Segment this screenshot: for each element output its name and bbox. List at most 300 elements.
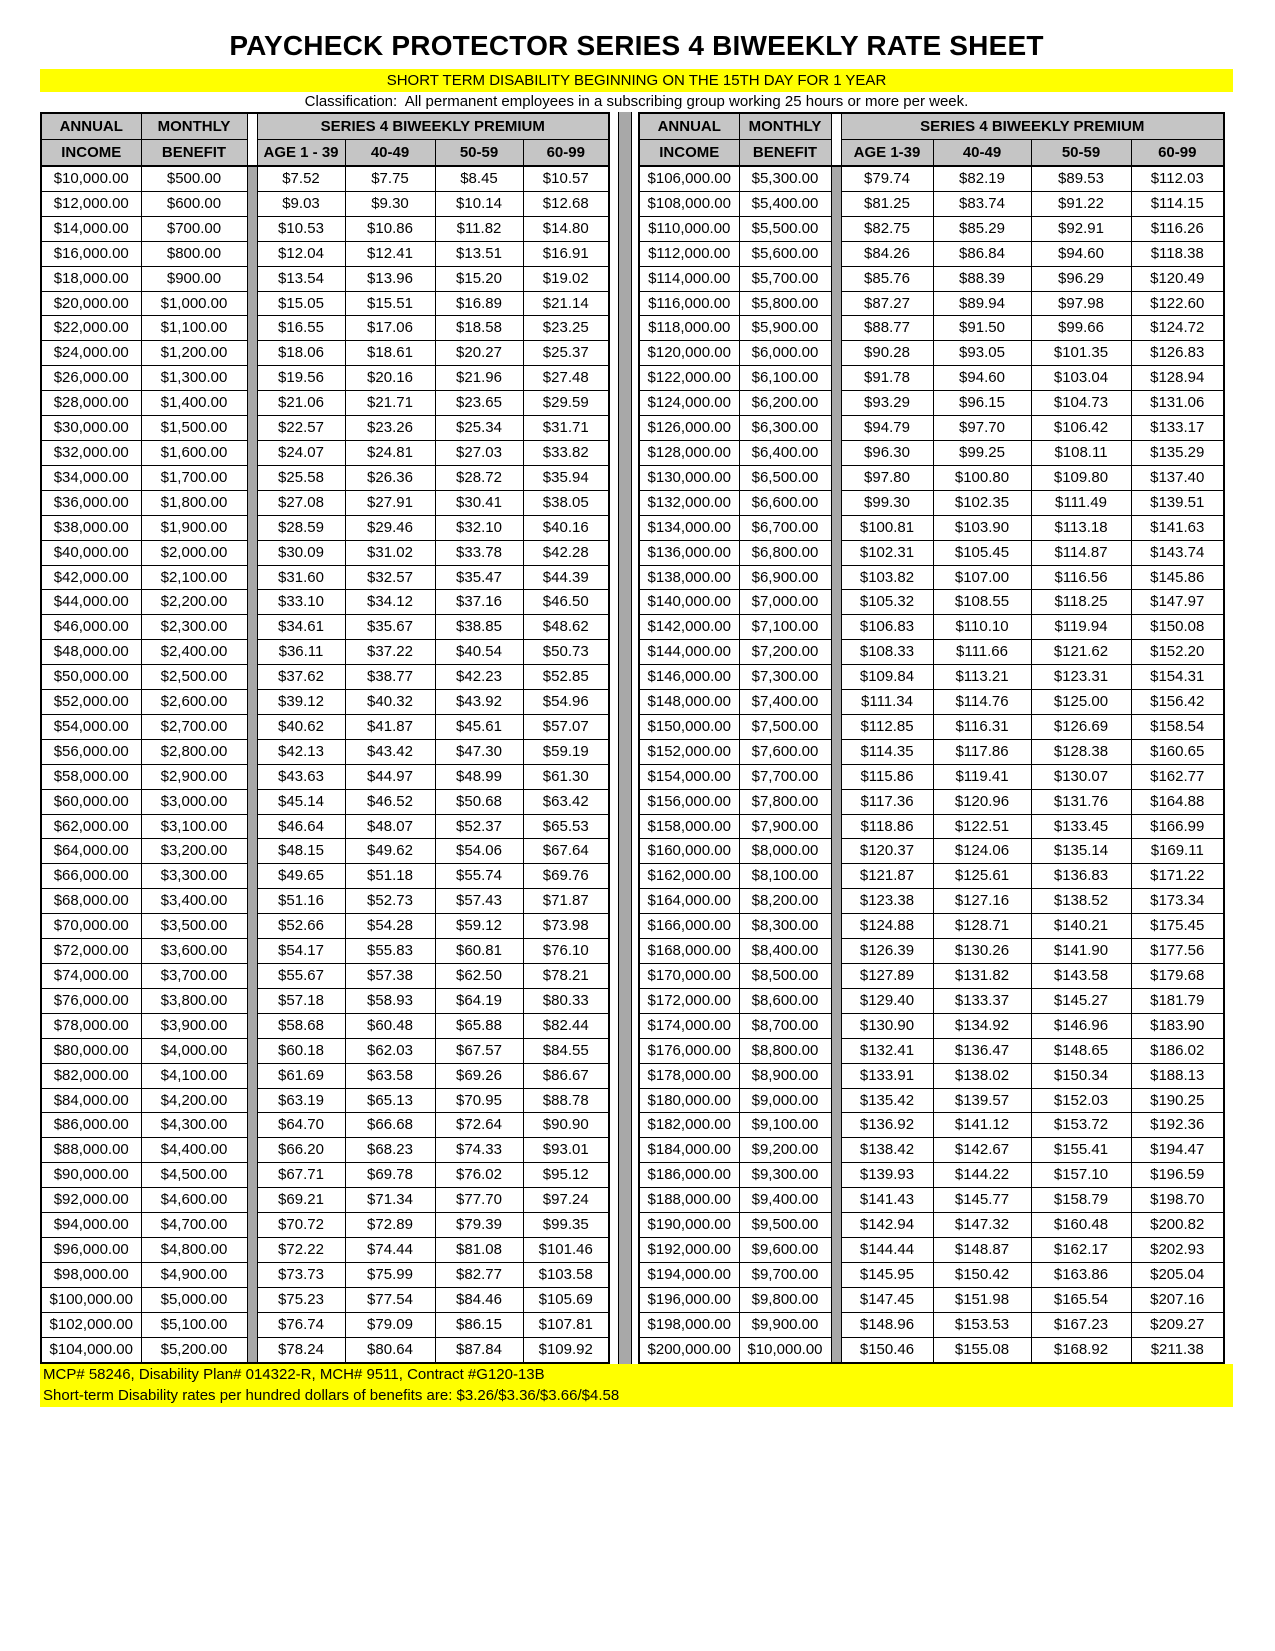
- premium-60-99-cell: $12.68: [523, 191, 609, 216]
- monthly-benefit-cell: $3,800.00: [141, 988, 247, 1013]
- premium-age-1-39-cell: $33.10: [257, 590, 345, 615]
- column-divider: [831, 241, 841, 266]
- monthly-benefit-cell: $1,900.00: [141, 515, 247, 540]
- premium-40-49-cell: $72.89: [345, 1213, 435, 1238]
- column-divider: [831, 1038, 841, 1063]
- premium-40-49-cell: $105.45: [933, 540, 1031, 565]
- table-row: [639, 714, 1224, 739]
- premium-50-59-cell: $69.26: [435, 1063, 523, 1088]
- column-divider: [247, 1188, 257, 1213]
- premium-40-49-cell: $43.42: [345, 739, 435, 764]
- premium-40-49-cell: $32.57: [345, 565, 435, 590]
- monthly-benefit-cell: $5,400.00: [739, 191, 831, 216]
- column-divider: [247, 764, 257, 789]
- table-row: [639, 839, 1224, 864]
- premium-60-99-cell: $76.10: [523, 939, 609, 964]
- monthly-benefit-cell: $7,200.00: [739, 640, 831, 665]
- premium-50-59-cell: $152.03: [1031, 1088, 1131, 1113]
- premium-50-59-cell: $113.18: [1031, 515, 1131, 540]
- premium-60-99-cell: $31.71: [523, 416, 609, 441]
- premium-40-49-cell: $9.30: [345, 191, 435, 216]
- monthly-benefit-cell: $9,300.00: [739, 1163, 831, 1188]
- premium-age-1-39-cell: $28.59: [257, 515, 345, 540]
- premium-40-49-cell: $34.12: [345, 590, 435, 615]
- table-row: [639, 789, 1224, 814]
- annual-income-cell: $108,000.00: [639, 191, 739, 216]
- annual-income-cell: $192,000.00: [639, 1237, 739, 1262]
- annual-income-cell: $94,000.00: [41, 1213, 141, 1238]
- annual-income-cell: $158,000.00: [639, 814, 739, 839]
- premium-age-1-39-cell: $124.88: [841, 914, 933, 939]
- annual-income-cell: $128,000.00: [639, 440, 739, 465]
- premium-60-99-cell: $183.90: [1131, 1013, 1224, 1038]
- premium-50-59-cell: $92.91: [1031, 216, 1131, 241]
- column-divider: [247, 590, 257, 615]
- annual-income-cell: $58,000.00: [41, 764, 141, 789]
- age-40-49-header: 40-49: [933, 140, 1031, 167]
- table-row: [41, 341, 609, 366]
- table-row: [41, 216, 609, 241]
- premium-40-49-cell: $86.84: [933, 241, 1031, 266]
- premium-40-49-cell: $102.35: [933, 490, 1031, 515]
- table-row: [41, 964, 609, 989]
- premium-40-49-cell: $100.80: [933, 465, 1031, 490]
- column-divider: [831, 440, 841, 465]
- monthly-benefit-cell: $2,000.00: [141, 540, 247, 565]
- annual-income-cell: $54,000.00: [41, 714, 141, 739]
- monthly-benefit-cell: $4,700.00: [141, 1213, 247, 1238]
- premium-60-99-cell: $27.48: [523, 366, 609, 391]
- table-row: [41, 291, 609, 316]
- premium-age-1-39-cell: $120.37: [841, 839, 933, 864]
- monthly-benefit-cell: $500.00: [141, 166, 247, 191]
- monthly-benefit-cell: $7,400.00: [739, 690, 831, 715]
- premium-50-59-cell: $15.20: [435, 266, 523, 291]
- premium-age-1-39-cell: $102.31: [841, 540, 933, 565]
- column-divider: [831, 166, 841, 191]
- column-divider: [831, 1063, 841, 1088]
- monthly-benefit-cell: $9,400.00: [739, 1188, 831, 1213]
- premium-50-59-cell: $96.29: [1031, 266, 1131, 291]
- premium-60-99-cell: $198.70: [1131, 1188, 1224, 1213]
- premium-50-59-cell: $21.96: [435, 366, 523, 391]
- premium-age-1-39-cell: $69.21: [257, 1188, 345, 1213]
- annual-income-cell: $20,000.00: [41, 291, 141, 316]
- annual-income-cell: $136,000.00: [639, 540, 739, 565]
- premium-60-99-cell: $48.62: [523, 615, 609, 640]
- age-50-59-header: 50-59: [1031, 140, 1131, 167]
- monthly-benefit-cell: $8,800.00: [739, 1038, 831, 1063]
- annual-income-cell: $18,000.00: [41, 266, 141, 291]
- premium-40-49-cell: $55.83: [345, 939, 435, 964]
- table-row: [639, 615, 1224, 640]
- column-divider: [831, 490, 841, 515]
- premium-50-59-cell: $25.34: [435, 416, 523, 441]
- annual-income-cell: $154,000.00: [639, 764, 739, 789]
- monthly-benefit-cell: $3,400.00: [141, 889, 247, 914]
- column-divider: [831, 814, 841, 839]
- monthly-benefit-cell: $4,900.00: [141, 1262, 247, 1287]
- monthly-benefit-cell: $3,200.00: [141, 839, 247, 864]
- premium-age-1-39-cell: $138.42: [841, 1138, 933, 1163]
- annual-income-cell: $184,000.00: [639, 1138, 739, 1163]
- header-row: [41, 113, 609, 140]
- column-divider: [247, 515, 257, 540]
- table-row: [41, 366, 609, 391]
- monthly-benefit-cell: $9,600.00: [739, 1237, 831, 1262]
- monthly-benefit-cell: $2,500.00: [141, 665, 247, 690]
- column-divider: [831, 391, 841, 416]
- monthly-benefit-cell: $1,000.00: [141, 291, 247, 316]
- table-row: [41, 839, 609, 864]
- premium-60-99-cell: $109.92: [523, 1337, 609, 1362]
- monthly-benefit-cell: $8,900.00: [739, 1063, 831, 1088]
- premium-age-1-39-cell: $139.93: [841, 1163, 933, 1188]
- premium-50-59-cell: $158.79: [1031, 1188, 1131, 1213]
- premium-40-49-cell: $108.55: [933, 590, 1031, 615]
- premium-50-59-cell: $135.14: [1031, 839, 1131, 864]
- table-row: [41, 789, 609, 814]
- monthly-benefit-cell: $3,900.00: [141, 1013, 247, 1038]
- premium-50-59-cell: $52.37: [435, 814, 523, 839]
- premium-40-49-cell: $63.58: [345, 1063, 435, 1088]
- premium-age-1-39-cell: $90.28: [841, 341, 933, 366]
- premium-60-99-cell: $135.29: [1131, 440, 1224, 465]
- annual-income-cell: $66,000.00: [41, 864, 141, 889]
- column-divider: [831, 839, 841, 864]
- premium-header: SERIES 4 BIWEEKLY PREMIUM: [257, 113, 609, 140]
- premium-40-49-cell: $142.67: [933, 1138, 1031, 1163]
- monthly-benefit-cell: $6,700.00: [739, 515, 831, 540]
- premium-50-59-cell: $77.70: [435, 1188, 523, 1213]
- premium-60-99-cell: $52.85: [523, 665, 609, 690]
- monthly-benefit-cell: $8,100.00: [739, 864, 831, 889]
- premium-60-99-cell: $143.74: [1131, 540, 1224, 565]
- premium-age-1-39-cell: $105.32: [841, 590, 933, 615]
- premium-50-59-cell: $57.43: [435, 889, 523, 914]
- table-row: [639, 739, 1224, 764]
- premium-50-59-cell: $32.10: [435, 515, 523, 540]
- column-divider: [247, 690, 257, 715]
- column-divider: [247, 1113, 257, 1138]
- annual-income-cell: $38,000.00: [41, 515, 141, 540]
- annual-income-cell: $156,000.00: [639, 789, 739, 814]
- subtitle-banner: SHORT TERM DISABILITY BEGINNING ON THE 15TH DAY FOR 1 YEAR: [40, 69, 1233, 92]
- premium-40-49-cell: $41.87: [345, 714, 435, 739]
- premium-50-59-cell: $163.86: [1031, 1262, 1131, 1287]
- monthly-benefit-cell: $5,100.00: [141, 1312, 247, 1337]
- premium-age-1-39-cell: $106.83: [841, 615, 933, 640]
- monthly-benefit-cell: $5,700.00: [739, 266, 831, 291]
- monthly-benefit-cell: $5,000.00: [141, 1287, 247, 1312]
- premium-age-1-39-cell: $34.61: [257, 615, 345, 640]
- column-divider: [247, 814, 257, 839]
- premium-40-49-cell: $29.46: [345, 515, 435, 540]
- column-divider: [247, 739, 257, 764]
- column-divider: [247, 1213, 257, 1238]
- premium-60-99-cell: $131.06: [1131, 391, 1224, 416]
- annual-income-cell: $160,000.00: [639, 839, 739, 864]
- premium-60-99-cell: $40.16: [523, 515, 609, 540]
- premium-age-1-39-cell: $127.89: [841, 964, 933, 989]
- premium-40-49-cell: $44.97: [345, 764, 435, 789]
- table-row: [639, 988, 1224, 1013]
- premium-50-59-cell: $10.14: [435, 191, 523, 216]
- premium-40-49-cell: $65.13: [345, 1088, 435, 1113]
- premium-age-1-39-cell: $37.62: [257, 665, 345, 690]
- annual-income-cell: $74,000.00: [41, 964, 141, 989]
- premium-age-1-39-cell: $75.23: [257, 1287, 345, 1312]
- premium-60-99-cell: $141.63: [1131, 515, 1224, 540]
- table-row: [639, 1312, 1224, 1337]
- premium-40-49-cell: $77.54: [345, 1287, 435, 1312]
- premium-40-49-cell: $58.93: [345, 988, 435, 1013]
- column-divider: [831, 590, 841, 615]
- column-divider: [247, 1163, 257, 1188]
- annual-income-cell: $138,000.00: [639, 565, 739, 590]
- annual-income-cell: $42,000.00: [41, 565, 141, 590]
- monthly-benefit-cell: $5,200.00: [141, 1337, 247, 1362]
- column-divider: [831, 1188, 841, 1213]
- column-divider: [247, 140, 257, 167]
- annual-income-cell: $12,000.00: [41, 191, 141, 216]
- premium-age-1-39-cell: $27.08: [257, 490, 345, 515]
- monthly-benefit-cell: $6,600.00: [739, 490, 831, 515]
- table-row: [41, 191, 609, 216]
- table-row: [639, 1287, 1224, 1312]
- annual-income-cell: $100,000.00: [41, 1287, 141, 1312]
- annual-income-cell: $130,000.00: [639, 465, 739, 490]
- monthly-benefit-cell: $7,700.00: [739, 764, 831, 789]
- premium-40-49-cell: $103.90: [933, 515, 1031, 540]
- column-divider: [831, 266, 841, 291]
- table-row: [41, 540, 609, 565]
- premium-50-59-cell: $128.38: [1031, 739, 1131, 764]
- column-divider: [831, 341, 841, 366]
- premium-age-1-39-cell: $63.19: [257, 1088, 345, 1113]
- annual-income-cell: $48,000.00: [41, 640, 141, 665]
- premium-40-49-cell: $117.86: [933, 739, 1031, 764]
- premium-60-99-cell: $69.76: [523, 864, 609, 889]
- premium-60-99-cell: $154.31: [1131, 665, 1224, 690]
- premium-40-49-cell: $125.61: [933, 864, 1031, 889]
- rate-table-left-header: [41, 113, 609, 166]
- monthly-benefit-cell: $7,300.00: [739, 665, 831, 690]
- premium-40-49-cell: $130.26: [933, 939, 1031, 964]
- premium-50-59-cell: $42.23: [435, 665, 523, 690]
- premium-50-59-cell: $18.58: [435, 316, 523, 341]
- annual-income-cell: $140,000.00: [639, 590, 739, 615]
- monthly-benefit-cell: $6,900.00: [739, 565, 831, 590]
- premium-60-99-cell: $84.55: [523, 1038, 609, 1063]
- premium-age-1-39-cell: $39.12: [257, 690, 345, 715]
- premium-40-49-cell: $94.60: [933, 366, 1031, 391]
- premium-60-99-cell: $192.36: [1131, 1113, 1224, 1138]
- premium-60-99-cell: $86.67: [523, 1063, 609, 1088]
- premium-age-1-39-cell: $61.69: [257, 1063, 345, 1088]
- premium-age-1-39-cell: $108.33: [841, 640, 933, 665]
- table-row: [639, 939, 1224, 964]
- monthly-benefit-cell: $6,300.00: [739, 416, 831, 441]
- monthly-benefit-cell: $2,200.00: [141, 590, 247, 615]
- annual-income-cell: $182,000.00: [639, 1113, 739, 1138]
- premium-50-59-cell: $136.83: [1031, 864, 1131, 889]
- premium-50-59-cell: $123.31: [1031, 665, 1131, 690]
- premium-40-49-cell: $147.32: [933, 1213, 1031, 1238]
- premium-50-59-cell: $35.47: [435, 565, 523, 590]
- annual-income-cell: $10,000.00: [41, 166, 141, 191]
- column-divider: [831, 1138, 841, 1163]
- premium-50-59-cell: $155.41: [1031, 1138, 1131, 1163]
- premium-50-59-cell: $62.50: [435, 964, 523, 989]
- premium-60-99-cell: $93.01: [523, 1138, 609, 1163]
- premium-60-99-cell: $152.20: [1131, 640, 1224, 665]
- column-divider: [247, 1262, 257, 1287]
- premium-60-99-cell: $97.24: [523, 1188, 609, 1213]
- column-divider: [247, 864, 257, 889]
- column-divider: [247, 341, 257, 366]
- premium-50-59-cell: $140.21: [1031, 914, 1131, 939]
- annual-income-cell: $86,000.00: [41, 1113, 141, 1138]
- table-row: [41, 166, 609, 191]
- monthly-benefit-cell: $3,300.00: [141, 864, 247, 889]
- monthly-benefit-cell: $800.00: [141, 241, 247, 266]
- premium-50-59-cell: $138.52: [1031, 889, 1131, 914]
- premium-50-59-cell: $111.49: [1031, 490, 1131, 515]
- table-row: [639, 1237, 1224, 1262]
- premium-40-49-cell: $62.03: [345, 1038, 435, 1063]
- table-row: [639, 764, 1224, 789]
- monthly-benefit-cell: $1,200.00: [141, 341, 247, 366]
- premium-age-1-39-cell: $91.78: [841, 366, 933, 391]
- table-row: [41, 814, 609, 839]
- annual-income-cell: $50,000.00: [41, 665, 141, 690]
- annual-income-cell: $28,000.00: [41, 391, 141, 416]
- monthly-benefit-cell: $10,000.00: [739, 1337, 831, 1362]
- premium-60-99-cell: $209.27: [1131, 1312, 1224, 1337]
- premium-50-59-cell: $28.72: [435, 465, 523, 490]
- column-divider: [831, 789, 841, 814]
- annual-income-cell: $90,000.00: [41, 1163, 141, 1188]
- table-row: [639, 590, 1224, 615]
- premium-40-49-cell: $89.94: [933, 291, 1031, 316]
- premium-40-49-cell: $7.75: [345, 166, 435, 191]
- rate-tables: [40, 112, 1233, 1364]
- annual-income-cell: $68,000.00: [41, 889, 141, 914]
- monthly-benefit-cell: $2,300.00: [141, 615, 247, 640]
- premium-60-99-cell: $35.94: [523, 465, 609, 490]
- column-divider: [247, 789, 257, 814]
- premium-50-59-cell: $65.88: [435, 1013, 523, 1038]
- age-60-99-header: 60-99: [523, 140, 609, 167]
- premium-50-59-cell: $59.12: [435, 914, 523, 939]
- premium-60-99-cell: $139.51: [1131, 490, 1224, 515]
- column-divider: [247, 1337, 257, 1362]
- premium-50-59-cell: $104.73: [1031, 391, 1131, 416]
- premium-50-59-cell: $67.57: [435, 1038, 523, 1063]
- annual-income-cell: $22,000.00: [41, 316, 141, 341]
- table-row: [639, 640, 1224, 665]
- annual-income-cell: $168,000.00: [639, 939, 739, 964]
- annual-income-cell: $148,000.00: [639, 690, 739, 715]
- annual-income-cell: $62,000.00: [41, 814, 141, 839]
- premium-50-59-cell: $130.07: [1031, 764, 1131, 789]
- premium-60-99-cell: $33.82: [523, 440, 609, 465]
- column-divider: [831, 515, 841, 540]
- premium-50-59-cell: $76.02: [435, 1163, 523, 1188]
- column-divider: [247, 964, 257, 989]
- premium-age-1-39-cell: $48.15: [257, 839, 345, 864]
- premium-40-49-cell: $75.99: [345, 1262, 435, 1287]
- annual-income-cell: $114,000.00: [639, 266, 739, 291]
- premium-age-1-39-cell: $109.84: [841, 665, 933, 690]
- premium-60-99-cell: $57.07: [523, 714, 609, 739]
- table-row: [639, 366, 1224, 391]
- premium-60-99-cell: $44.39: [523, 565, 609, 590]
- column-divider: [831, 988, 841, 1013]
- annual-income-cell: $132,000.00: [639, 490, 739, 515]
- premium-50-59-cell: $114.87: [1031, 540, 1131, 565]
- premium-60-99-cell: $173.34: [1131, 889, 1224, 914]
- page-title: PAYCHECK PROTECTOR SERIES 4 BIWEEKLY RATE SHEET: [229, 30, 1044, 61]
- premium-60-99-cell: $150.08: [1131, 615, 1224, 640]
- table-row: [41, 515, 609, 540]
- table-row: [41, 590, 609, 615]
- column-divider: [247, 266, 257, 291]
- premium-age-1-39-cell: $67.71: [257, 1163, 345, 1188]
- premium-age-1-39-cell: $24.07: [257, 440, 345, 465]
- table-row: [41, 1188, 609, 1213]
- monthly-benefit-cell: $6,200.00: [739, 391, 831, 416]
- premium-age-1-39-cell: $78.24: [257, 1337, 345, 1362]
- premium-40-49-cell: $10.86: [345, 216, 435, 241]
- premium-60-99-cell: $186.02: [1131, 1038, 1224, 1063]
- table-row: [639, 1138, 1224, 1163]
- monthly-benefit-cell: $5,900.00: [739, 316, 831, 341]
- column-divider: [831, 764, 841, 789]
- monthly-benefit-cell: $5,300.00: [739, 166, 831, 191]
- monthly-benefit-cell: $9,100.00: [739, 1113, 831, 1138]
- annual-income-cell: $142,000.00: [639, 615, 739, 640]
- table-row: [41, 391, 609, 416]
- premium-age-1-39-cell: $13.54: [257, 266, 345, 291]
- premium-40-49-cell: $145.77: [933, 1188, 1031, 1213]
- table-row: [41, 739, 609, 764]
- premium-age-1-39-cell: $52.66: [257, 914, 345, 939]
- premium-40-49-cell: $46.52: [345, 789, 435, 814]
- premium-60-99-cell: $101.46: [523, 1237, 609, 1262]
- column-divider: [831, 216, 841, 241]
- premium-60-99-cell: $118.38: [1131, 241, 1224, 266]
- monthly-benefit-cell: $3,700.00: [141, 964, 247, 989]
- premium-age-1-39-cell: $130.90: [841, 1013, 933, 1038]
- premium-age-1-39-cell: $93.29: [841, 391, 933, 416]
- premium-60-99-cell: $82.44: [523, 1013, 609, 1038]
- table-row: [639, 166, 1224, 191]
- table-row: [639, 540, 1224, 565]
- monthly-benefit-cell: $3,600.00: [141, 939, 247, 964]
- premium-50-59-cell: $60.81: [435, 939, 523, 964]
- monthly-benefit-cell: $900.00: [141, 266, 247, 291]
- monthly-benefit-cell: $4,500.00: [141, 1163, 247, 1188]
- premium-50-59-cell: $145.27: [1031, 988, 1131, 1013]
- premium-40-49-cell: $119.41: [933, 764, 1031, 789]
- table-row: [41, 1337, 609, 1362]
- table-row: [41, 714, 609, 739]
- premium-40-49-cell: $97.70: [933, 416, 1031, 441]
- premium-60-99-cell: $78.21: [523, 964, 609, 989]
- table-row: [639, 1337, 1224, 1362]
